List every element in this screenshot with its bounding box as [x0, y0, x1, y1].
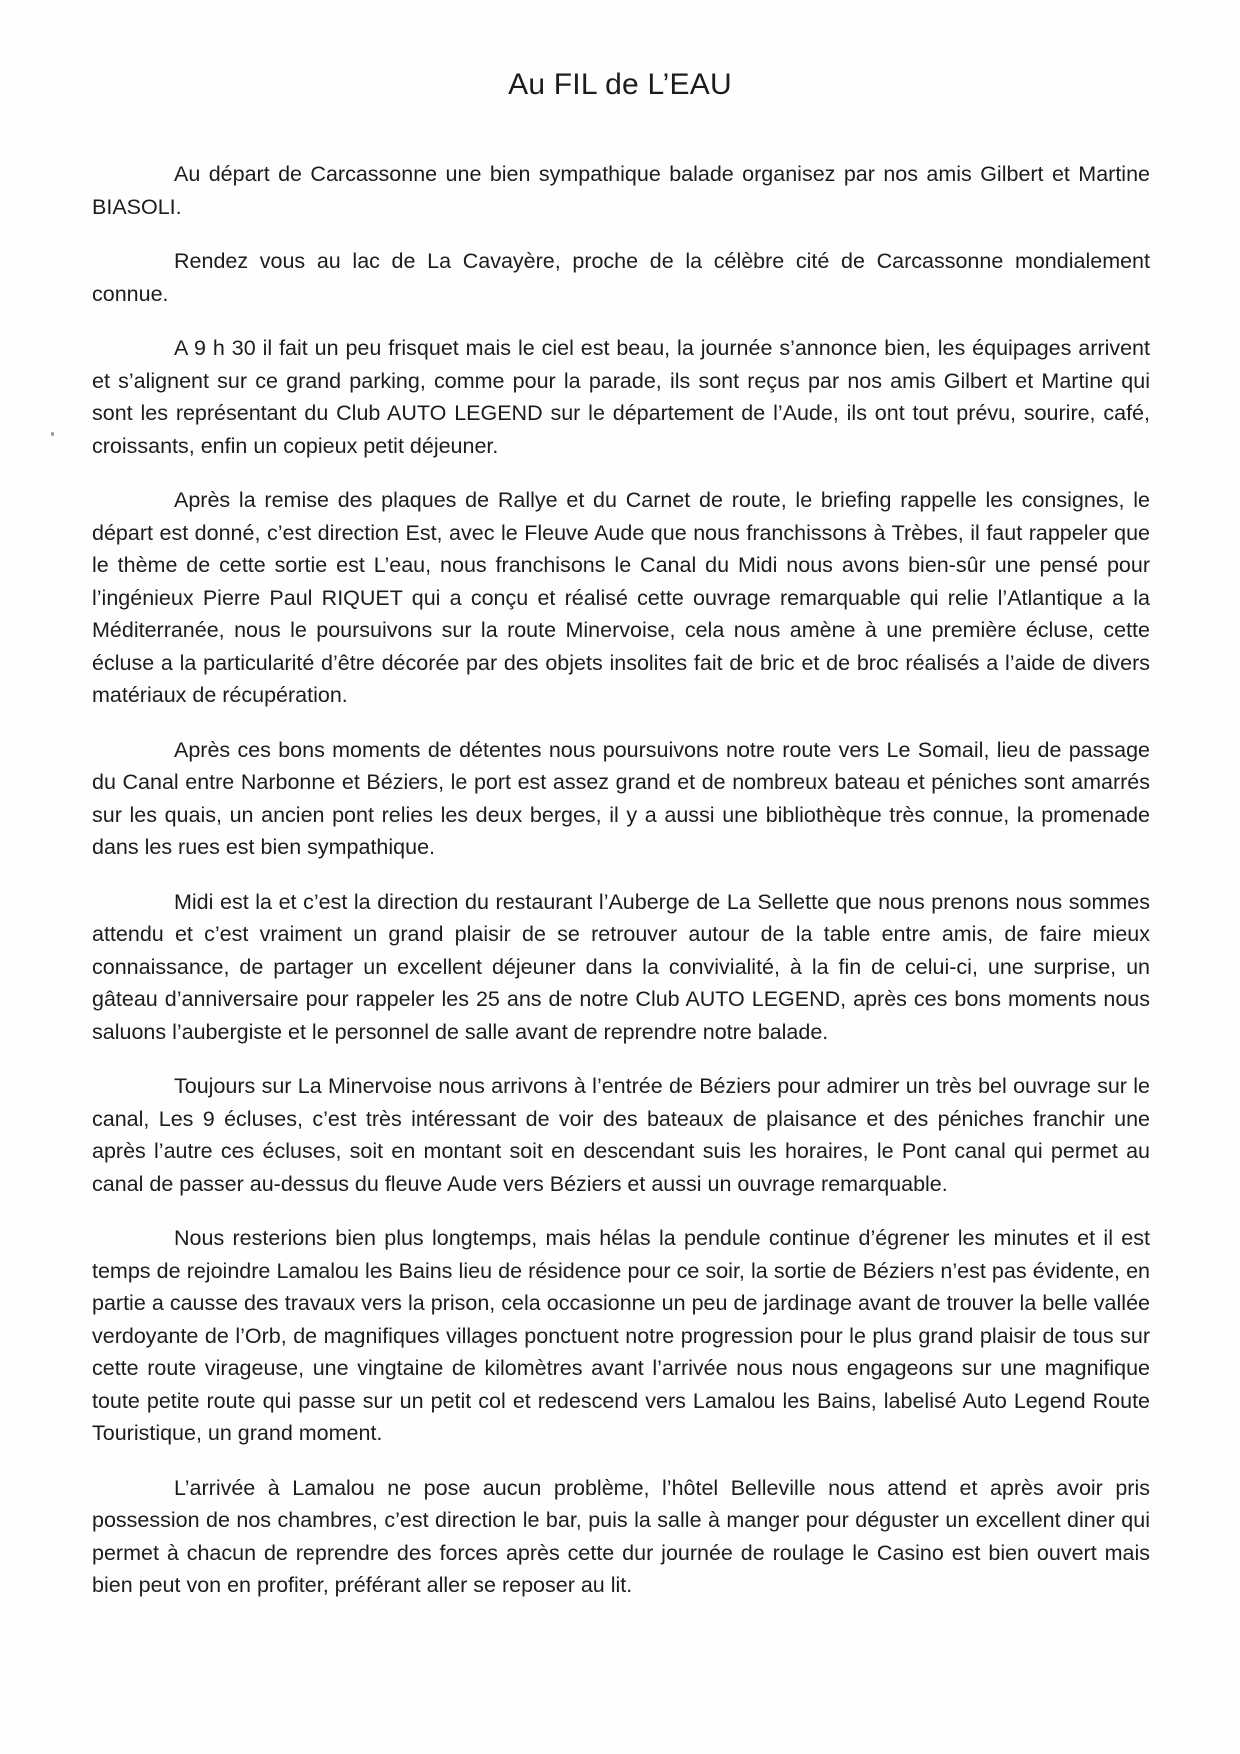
paragraph-7: Toujours sur La Minervoise nous arrivons à l’entrée de Béziers pour admirer un très bel ouvrage sur le canal, Les 9 écluses, c’est très intéressant de voir des bateaux de plaisance et des péniches franchir une après l’autre ces écluses, soit en montant soit en descendant suis les horaires, le Pont canal qui permet au canal de passer au-dessus du fleuve Aude vers Béziers et aussi un ouvrage remarquable. — [92, 1074, 1150, 1196]
paragraph-5: Après ces bons moments de détentes nous poursuivons notre route vers Le Somail, lieu de passage du Canal entre Narbonne et Béziers, le port est assez grand et de nombreux bateau et péniches sont amarrés sur les quais, un ancien pont relies les deux berges, il y a aussi une bibliothèque très connue, la promenade dans les rues est bien sympathique. — [92, 737, 1150, 859]
paragraph-8: Nous resterions bien plus longtemps, mais hélas la pendule continue d’égrener les minutes et il est temps de rejoindre Lamalou les Bains lieu de résidence pour ce soir, la sortie de Béziers n’est pas évidente, en partie a causse des travaux vers la prison, cela occasionne un peu de jardinage avant de trouver la belle vallée verdoyante de l’Orb, de magnifiques villages ponctuent notre progression pour le plus grand plaisir de tous sur cette route virageuse, une vingtaine de kilomètres avant l’arrivée nous nous engageons sur une magnifique toute petite route qui passe sur un petit col et redescend vers Lamalou les Bains, labelisé Auto Legend Route Touristique, un grand moment. — [92, 1226, 1150, 1445]
paragraph-6: Midi est la et c’est la direction du restaurant l’Auberge de La Sellette que nous prenons nous sommes attendu et c’est vraiment un grand plaisir de se retrouver autour de la table entre amis, de faire mieux connaissance, de partager un excellent déjeuner dans la convivialité, à la fin de celui-ci, une surprise, un gâteau d’anniversaire pour rappeler les 25 ans de notre Club AUTO LEGEND, après ces bons moments nous saluons l’aubergiste et le personnel de salle avant de reprendre notre balade. — [92, 889, 1150, 1044]
paragraph-9: L’arrivée à Lamalou ne pose aucun problème, l’hôtel Belleville nous attend et après avoir pris possession de nos chambres, c’est direction le bar, puis la salle à manger pour déguster un excellent diner qui permet à chacun de reprendre des forces après cette dur journée de roulage le Casino est bien ouvert mais bien peut von en profiter, préférant aller se reposer au lit. — [92, 1475, 1150, 1597]
scan-speck — [51, 432, 54, 436]
paragraph-4: Après la remise des plaques de Rallye et du Carnet de route, le briefing rappelle les consignes, le départ est donné, c’est direction Est, avec le Fleuve Aude que nous franchissons à Trèbes, il faut rappeler que le thème de cette sortie est L’eau, nous franchisons le Canal du Midi nous avons bien-sûr une pensé pour l’ingénieux Pierre Paul RIQUET qui a conçu et réalisé cette ouvrage remarquable qui relie l’Atlantique a la Méditerranée, nous le poursuivons sur la route Minervoise, cela nous amène à une première écluse, cette écluse a la particularité d’être décorée par des objets insolites fait de bric et de broc réalisés a l’aide de divers matériaux de récupération. — [92, 488, 1150, 707]
paragraph-2: Rendez vous au lac de La Cavayère, proche de la célèbre cité de Carcassonne mondialement connue. — [92, 249, 1150, 306]
document-body — [92, 158, 1150, 1624]
document-title: Au FIL de L’EAU — [508, 68, 732, 101]
paragraph-1: Au départ de Carcassonne une bien sympathique balade organisez par nos amis Gilbert et Martine BIASOLI. — [92, 162, 1150, 219]
paragraph-3: A 9 h 30 il fait un peu frisquet mais le ciel est beau, la journée s’annonce bien, les équipages arrivent et s’alignent sur ce grand parking, comme pour la parade, ils sont reçus par nos amis Gilbert et Martine qui sont les représentant du Club AUTO LEGEND sur le département de l’Aude, ils ont tout prévu, sourire, café, croissants, enfin un copieux petit déjeuner. — [92, 336, 1150, 458]
